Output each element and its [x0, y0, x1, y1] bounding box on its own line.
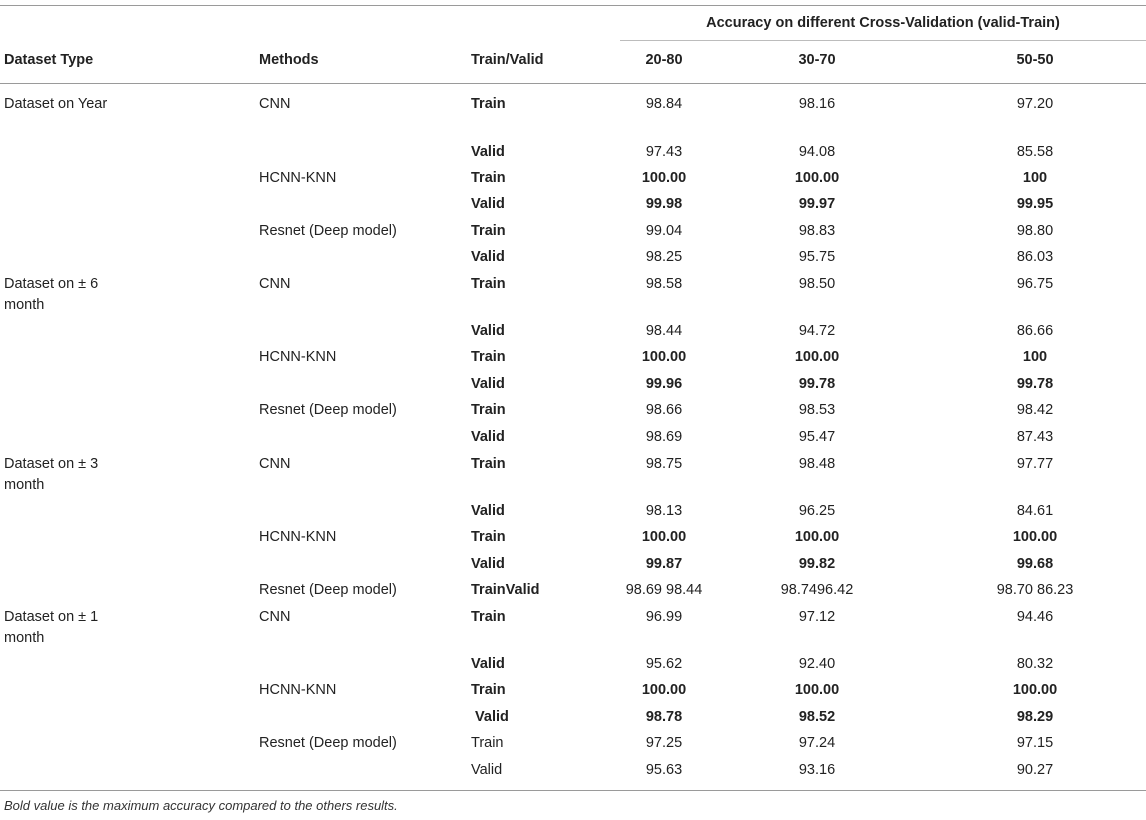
train-valid-cell: TrainValid: [471, 582, 540, 598]
train-valid-cell: Train: [471, 170, 506, 186]
accuracy-value-cell: 98.75: [645, 456, 683, 472]
method-cell: HCNN-KNN: [259, 529, 337, 545]
train-valid-cell: Train: [471, 735, 504, 751]
train-valid-cell: Valid: [471, 196, 505, 212]
accuracy-value-cell: 86.66: [1016, 323, 1054, 339]
accuracy-value-cell: 99.78: [798, 376, 836, 392]
accuracy-value-cell: 99.96: [645, 376, 683, 392]
accuracy-value-cell: 98.69 98.44: [625, 582, 703, 598]
method-cell: Resnet (Deep model): [259, 735, 397, 751]
accuracy-value-cell: 95.62: [645, 656, 683, 672]
header-methods: Methods: [259, 52, 319, 68]
accuracy-value-cell: 96.99: [645, 609, 683, 625]
train-valid-cell: Train: [471, 682, 506, 698]
dataset-type-cell: Dataset on ± 1 month: [4, 609, 99, 646]
method-cell: CNN: [259, 609, 291, 625]
train-valid-cell: Valid: [471, 376, 505, 392]
train-valid-cell: Valid: [471, 762, 503, 778]
accuracy-value-cell: 98.66: [645, 402, 683, 418]
train-valid-cell: Train: [471, 276, 506, 292]
accuracy-value-cell: 80.32: [1016, 656, 1054, 672]
method-cell: Resnet (Deep model): [259, 402, 397, 418]
header-dataset-type: Dataset Type: [4, 52, 94, 68]
train-valid-cell: Valid: [471, 503, 505, 519]
accuracy-value-cell: 100.00: [794, 529, 840, 545]
train-valid-cell: Train: [471, 529, 506, 545]
accuracy-value-cell: 87.43: [1016, 429, 1054, 445]
accuracy-value-cell: 98.53: [798, 402, 836, 418]
accuracy-value-cell: 93.16: [798, 762, 836, 778]
accuracy-value-cell: 100.00: [794, 682, 840, 698]
dataset-type-cell: Dataset on ± 3 month: [4, 456, 99, 493]
header-train-valid: Train/Valid: [471, 52, 544, 68]
accuracy-value-cell: 97.20: [1016, 96, 1054, 112]
accuracy-value-cell: 100.00: [1012, 682, 1058, 698]
train-valid-cell: Valid: [471, 656, 505, 672]
accuracy-value-cell: 97.24: [798, 735, 836, 751]
train-valid-cell: Train: [471, 609, 506, 625]
train-valid-cell: Train: [471, 349, 506, 365]
accuracy-value-cell: 96.75: [1016, 276, 1054, 292]
accuracy-value-cell: 97.25: [645, 735, 683, 751]
accuracy-value-cell: 98.44: [645, 323, 683, 339]
accuracy-value-cell: 97.15: [1016, 735, 1054, 751]
method-cell: HCNN-KNN: [259, 682, 337, 698]
train-valid-cell: Valid: [471, 709, 509, 725]
train-valid-cell: Valid: [471, 323, 505, 339]
group-header-title: Accuracy on different Cross-Validation (valid-Train): [706, 15, 1060, 31]
accuracy-value-cell: 99.97: [798, 196, 836, 212]
train-valid-cell: Valid: [471, 556, 505, 572]
method-cell: CNN: [259, 456, 291, 472]
accuracy-value-cell: 100.00: [794, 170, 840, 186]
accuracy-value-cell: 100.00: [641, 682, 687, 698]
accuracy-value-cell: 94.08: [798, 144, 836, 160]
method-cell: HCNN-KNN: [259, 349, 337, 365]
train-valid-cell: Train: [471, 456, 506, 472]
header-bottom-rule: [0, 83, 1146, 84]
accuracy-value-cell: 99.95: [1016, 196, 1054, 212]
accuracy-value-cell: 97.12: [798, 609, 836, 625]
accuracy-value-cell: 99.82: [798, 556, 836, 572]
header-col-50-50: 50-50: [1016, 52, 1054, 68]
accuracy-value-cell: 98.29: [1016, 709, 1054, 725]
accuracy-value-cell: 99.98: [645, 196, 683, 212]
accuracy-value-cell: 95.47: [798, 429, 836, 445]
accuracy-value-cell: 85.58: [1016, 144, 1054, 160]
accuracy-value-cell: 98.7496.42: [780, 582, 854, 598]
train-valid-cell: Valid: [471, 144, 505, 160]
accuracy-value-cell: 98.80: [1016, 223, 1054, 239]
accuracy-value-cell: 100.00: [1012, 529, 1058, 545]
group-header-rule: [620, 40, 1146, 41]
accuracy-value-cell: 98.25: [645, 249, 683, 265]
method-cell: HCNN-KNN: [259, 170, 337, 186]
accuracy-value-cell: 99.68: [1016, 556, 1054, 572]
method-cell: CNN: [259, 96, 291, 112]
accuracy-value-cell: 94.46: [1016, 609, 1054, 625]
accuracy-value-cell: 94.72: [798, 323, 836, 339]
accuracy-value-cell: 98.69: [645, 429, 683, 445]
train-valid-cell: Valid: [471, 249, 505, 265]
dataset-type-cell: Dataset on ± 6 month: [4, 276, 99, 313]
method-cell: Resnet (Deep model): [259, 582, 397, 598]
accuracy-value-cell: 96.25: [798, 503, 836, 519]
train-valid-cell: Train: [471, 402, 506, 418]
accuracy-value-cell: 98.78: [645, 709, 683, 725]
accuracy-value-cell: 100: [1022, 170, 1048, 186]
table-top-rule: [0, 5, 1146, 6]
method-cell: Resnet (Deep model): [259, 223, 397, 239]
accuracy-value-cell: 98.83: [798, 223, 836, 239]
accuracy-value-cell: 98.42: [1016, 402, 1054, 418]
accuracy-value-cell: 84.61: [1016, 503, 1054, 519]
accuracy-value-cell: 99.78: [1016, 376, 1054, 392]
table-footnote: Bold value is the maximum accuracy compared to the others results.: [4, 798, 398, 813]
accuracy-value-cell: 92.40: [798, 656, 836, 672]
accuracy-value-cell: 95.75: [798, 249, 836, 265]
accuracy-value-cell: 86.03: [1016, 249, 1054, 265]
accuracy-value-cell: 99.87: [645, 556, 683, 572]
accuracy-value-cell: 97.43: [645, 144, 683, 160]
header-col-20-80: 20-80: [645, 52, 683, 68]
accuracy-value-cell: 100.00: [641, 529, 687, 545]
accuracy-value-cell: 99.04: [645, 223, 683, 239]
accuracy-value-cell: 100.00: [794, 349, 840, 365]
accuracy-value-cell: 95.63: [645, 762, 683, 778]
accuracy-value-cell: 100: [1022, 349, 1048, 365]
accuracy-value-cell: 98.70 86.23: [996, 582, 1074, 598]
accuracy-value-cell: 98.84: [645, 96, 683, 112]
accuracy-value-cell: 100.00: [641, 349, 687, 365]
accuracy-value-cell: 98.16: [798, 96, 836, 112]
accuracy-value-cell: 98.50: [798, 276, 836, 292]
accuracy-value-cell: 97.77: [1016, 456, 1054, 472]
accuracy-value-cell: 100.00: [641, 170, 687, 186]
accuracy-value-cell: 98.58: [645, 276, 683, 292]
train-valid-cell: Train: [471, 223, 506, 239]
header-col-30-70: 30-70: [798, 52, 836, 68]
method-cell: CNN: [259, 276, 291, 292]
accuracy-value-cell: 98.13: [645, 503, 683, 519]
accuracy-value-cell: 98.52: [798, 709, 836, 725]
train-valid-cell: Train: [471, 96, 506, 112]
accuracy-value-cell: 90.27: [1016, 762, 1054, 778]
accuracy-value-cell: 98.48: [798, 456, 836, 472]
dataset-type-cell: Dataset on Year: [4, 96, 108, 112]
table-bottom-rule: [0, 790, 1146, 791]
train-valid-cell: Valid: [471, 429, 505, 445]
